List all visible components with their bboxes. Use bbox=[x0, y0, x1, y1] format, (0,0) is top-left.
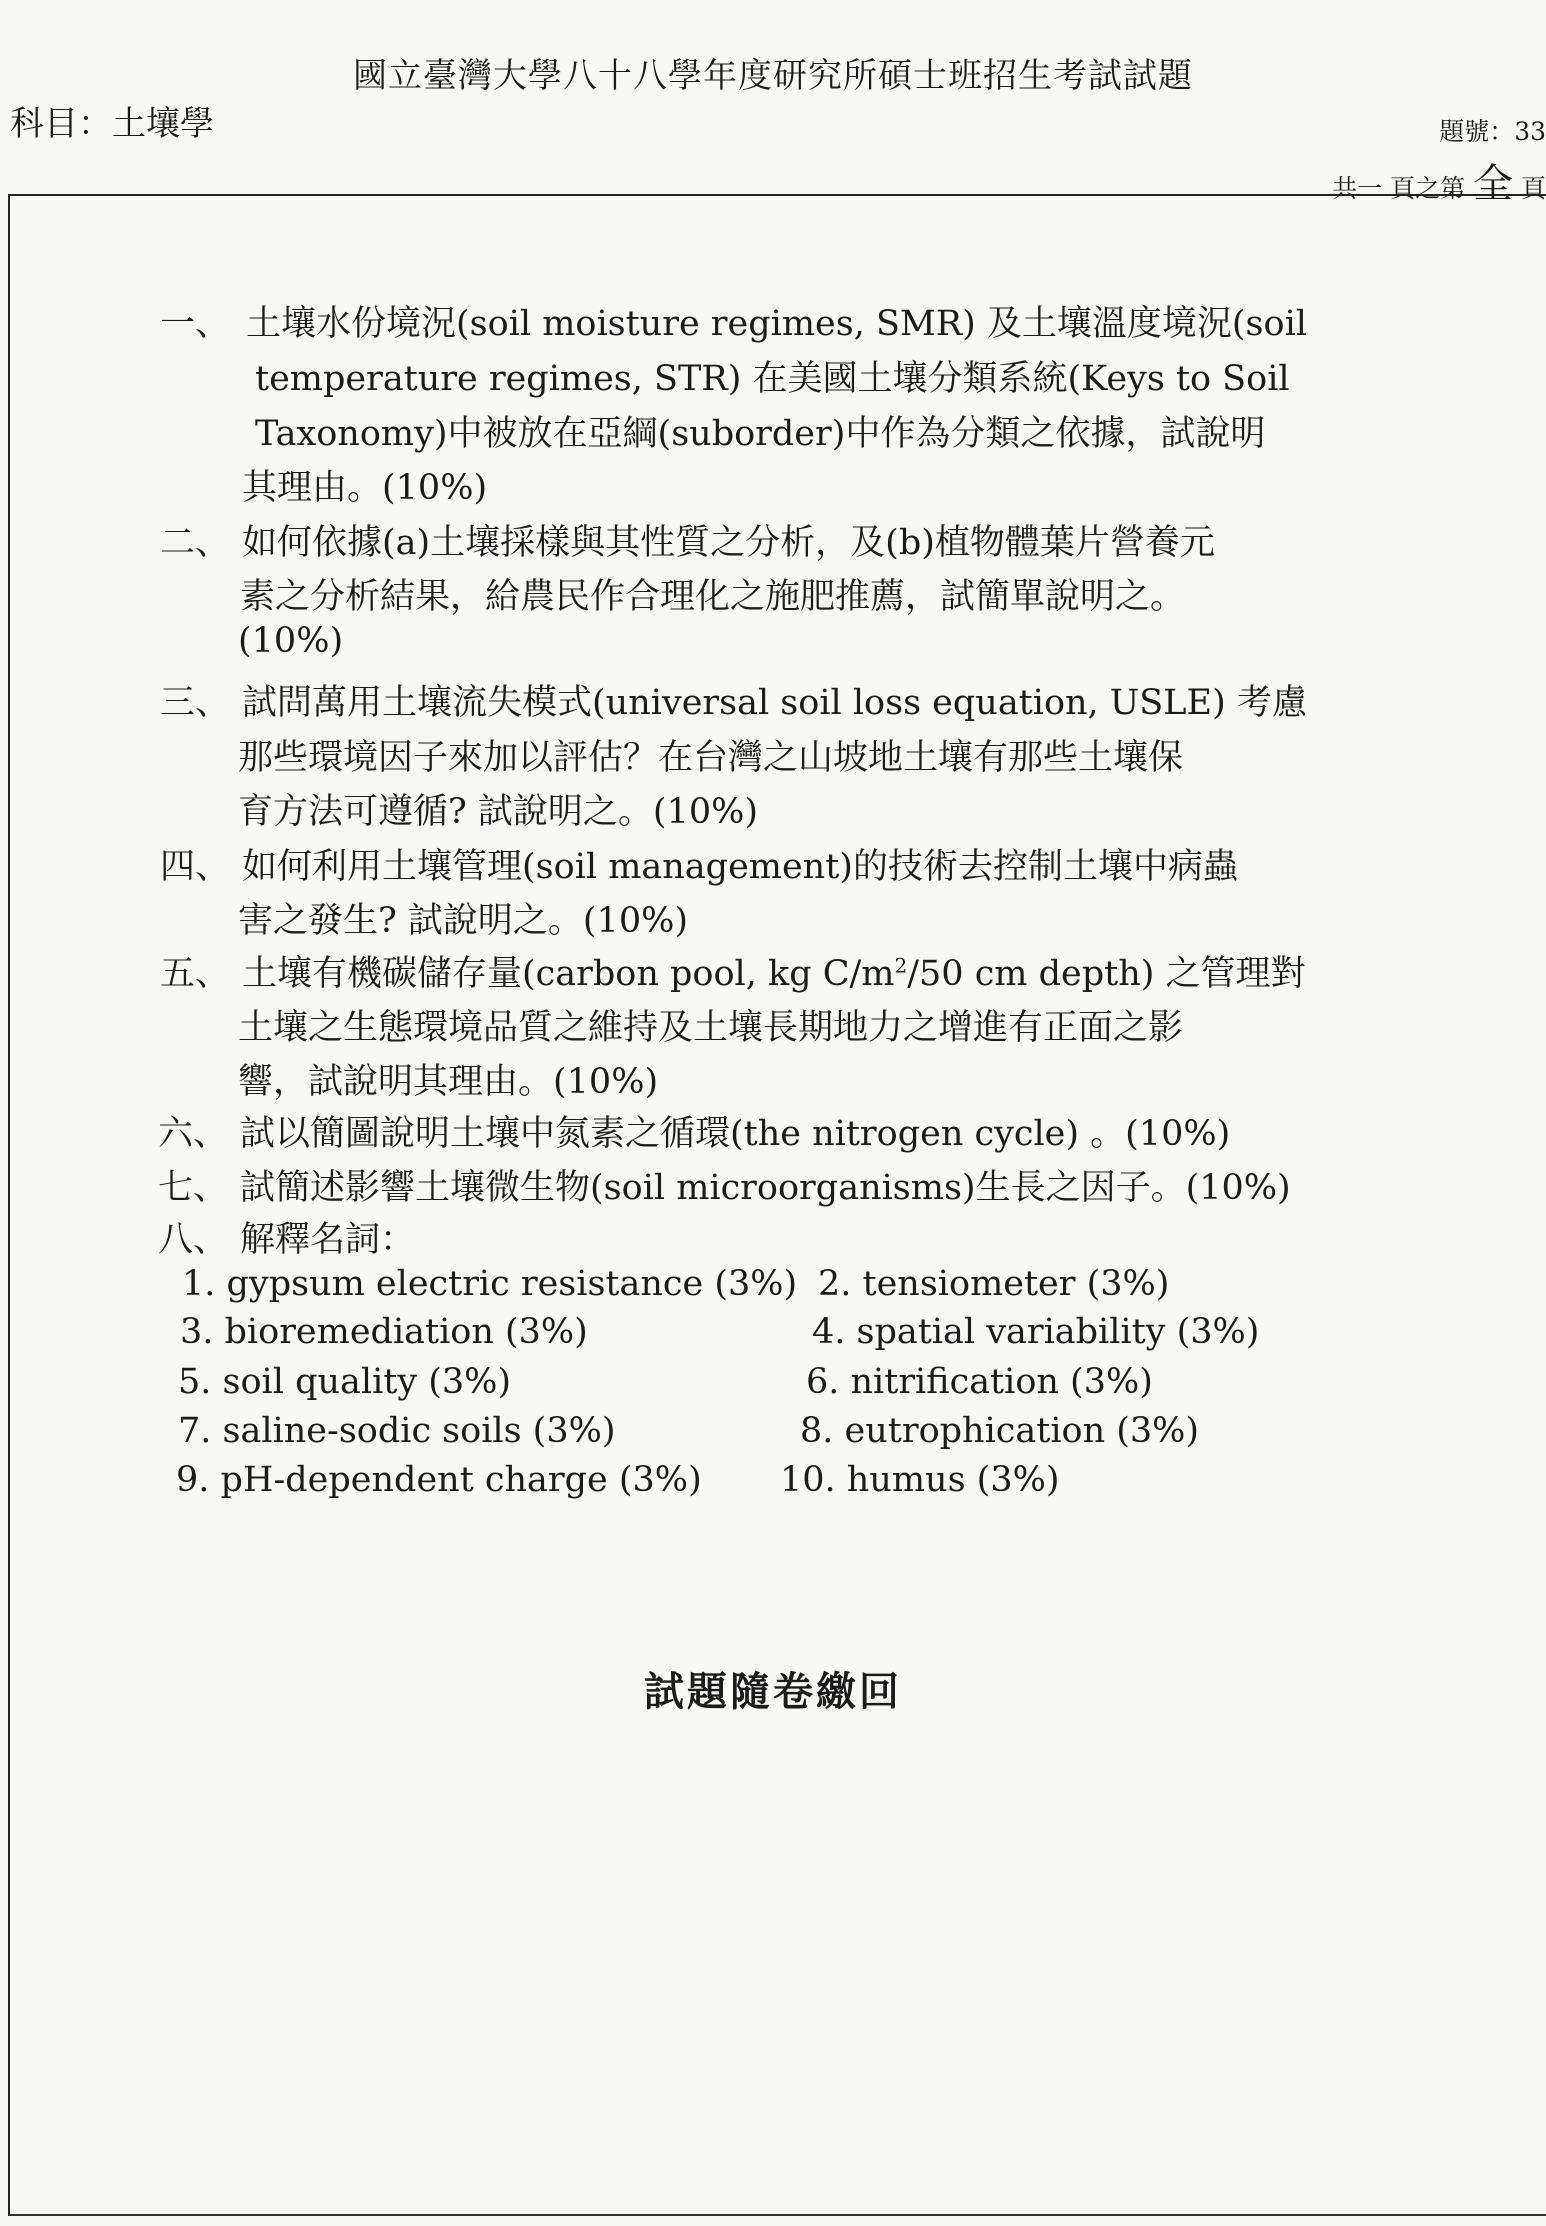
term-1: 1. gypsum electric resistance (3%) bbox=[182, 1264, 798, 1304]
term-7: 7. saline-sodic soils (3%) bbox=[178, 1411, 616, 1451]
page-info-pre: 共一 頁之第 bbox=[1332, 174, 1466, 203]
question-5-line-1 bbox=[242, 946, 1306, 996]
term-9: 9. pH-dependent charge (3%) bbox=[176, 1460, 702, 1500]
term-3: 3. bioremediation (3%) bbox=[180, 1312, 588, 1352]
page-info-all: 全 bbox=[1473, 161, 1514, 207]
question-3-line-2: 那些環境因子來加以評估？在台灣之山坡地土壤有那些土壤保 bbox=[238, 738, 1184, 778]
question-4-line-1: 如何利用土壤管理(soil management)的技術去控制土壤中病蟲 bbox=[242, 847, 1238, 887]
question-8-line-1: 解釋名詞： bbox=[240, 1220, 416, 1260]
term-6: 6. nitrification (3%) bbox=[806, 1362, 1153, 1402]
question-5-line-2: 土壤之生態環境品質之維持及土壤長期地力之增進有正面之影 bbox=[238, 1008, 1184, 1048]
question-7-line-1: 試簡述影響土壤微生物(soil microorganisms)生長之因子。(10%) bbox=[240, 1168, 1291, 1208]
question-3-number: 三、 bbox=[160, 683, 231, 723]
question-5-line-1-head: 土壤有機碳儲存量(carbon pool, kg C/m bbox=[242, 954, 895, 994]
question-2-number: 二、 bbox=[160, 523, 231, 563]
question-2-line-1: 如何依據(a)土壤採樣與其性質之分析，及(b)植物體葉片營養元 bbox=[242, 523, 1215, 563]
term-5: 5. soil quality (3%) bbox=[178, 1362, 512, 1402]
question-5-line-1-tail: /50 cm depth) 之管理對 bbox=[907, 954, 1306, 994]
page-info-post: 頁 bbox=[1520, 174, 1546, 203]
question-3-line-3: 育方法可遵循? 試說明之。(10%) bbox=[238, 792, 758, 832]
question-8-number: 八、 bbox=[158, 1220, 229, 1260]
question-7-number: 七、 bbox=[158, 1168, 229, 1208]
question-3-line-1: 試問萬用土壤流失模式(universal soil loss equation, USLE) 考慮 bbox=[242, 683, 1307, 723]
term-4: 4. spatial variability (3%) bbox=[812, 1312, 1260, 1352]
term-2: 2. tensiometer (3%) bbox=[818, 1264, 1170, 1304]
question-1-line-4: 其理由。(10%) bbox=[242, 468, 488, 508]
exam-title: 國立臺灣大學八十八學年度研究所碩士班招生考試試題 bbox=[353, 56, 1193, 96]
question-1-line-3: Taxonomy)中被放在亞綱(suborder)中作為分類之依據，試說明 bbox=[255, 414, 1266, 454]
question-1-line-1: 土壤水份境況(soil moisture regimes, SMR) 及土壤溫度境況(soil bbox=[246, 304, 1307, 344]
question-5-line-3: 響，試說明其理由。(10%) bbox=[238, 1062, 659, 1102]
question-6-number: 六、 bbox=[158, 1114, 229, 1154]
question-1-line-2: temperature regimes, STR) 在美國土壤分類系統(Keys to Soil bbox=[255, 359, 1290, 399]
question-number: 題號：33 bbox=[1439, 117, 1546, 146]
question-1-number: 一、 bbox=[160, 304, 231, 344]
superscript-2: 2 bbox=[894, 953, 908, 978]
subject-label: 科目：土壤學 bbox=[10, 104, 214, 144]
term-8: 8. eutrophication (3%) bbox=[800, 1411, 1200, 1451]
question-4-line-2: 害之發生? 試說明之。(10%) bbox=[238, 901, 688, 941]
question-2-line-3: (10%) bbox=[238, 621, 344, 661]
question-6-line-1: 試以簡圖說明土壤中氮素之循環(the nitrogen cycle) 。(10%) bbox=[240, 1114, 1231, 1154]
term-10: 10. humus (3%) bbox=[780, 1460, 1060, 1500]
question-5-number: 五、 bbox=[160, 954, 231, 994]
question-2-line-2: 素之分析結果，給農民作合理化之施肥推薦，試簡單說明之。 bbox=[240, 577, 1186, 617]
return-notice: 試題隨卷繳回 bbox=[644, 1668, 902, 1715]
question-4-number: 四、 bbox=[160, 847, 231, 887]
